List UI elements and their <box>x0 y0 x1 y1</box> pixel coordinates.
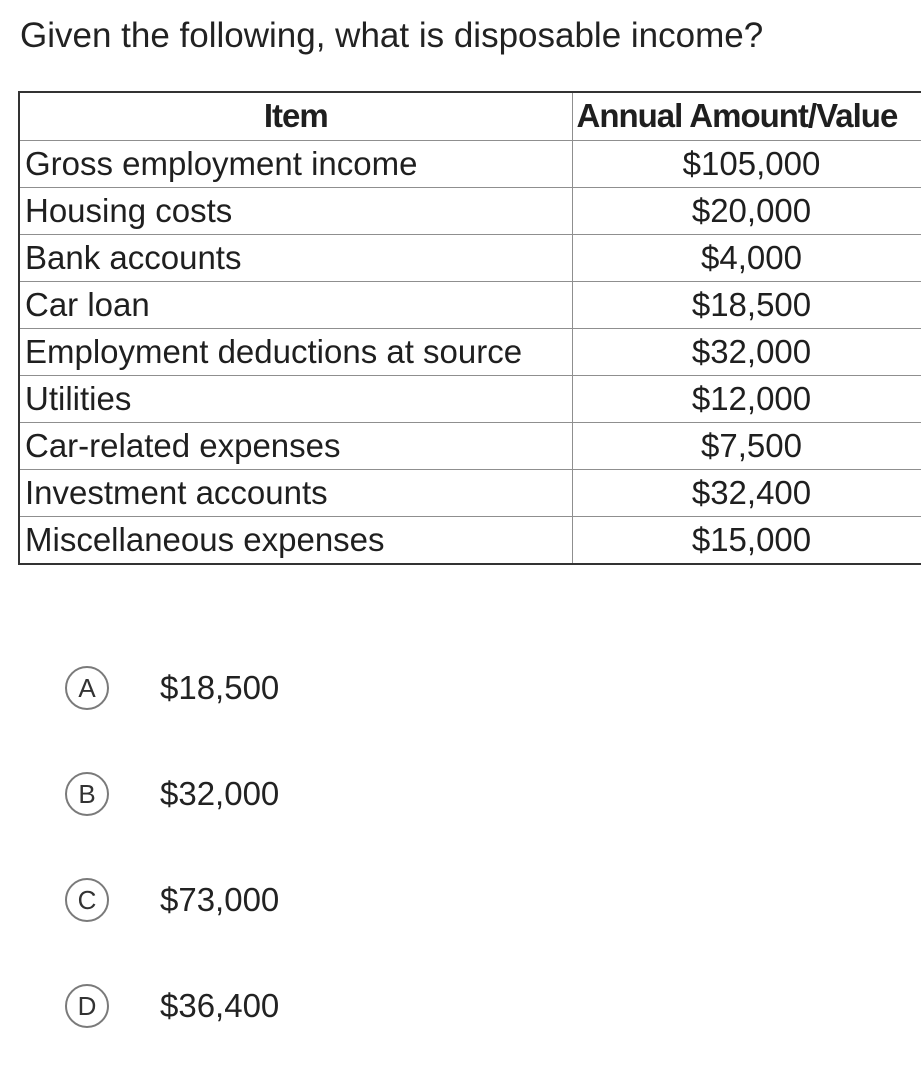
column-header-item: Item <box>19 92 572 140</box>
option-b-letter-badge[interactable]: B <box>65 772 109 816</box>
row-amount-value: $32,000 <box>573 329 921 375</box>
row-item: Car loan <box>19 281 572 328</box>
table-row <box>19 469 921 516</box>
row-amount <box>572 328 921 375</box>
table-row <box>19 234 921 281</box>
option-d-text[interactable]: $36,400 <box>160 987 279 1025</box>
option-a[interactable] <box>65 664 279 712</box>
row-amount <box>572 281 921 328</box>
row-amount <box>572 375 921 422</box>
row-amount-value: $32,400 <box>573 470 921 516</box>
table-row <box>19 328 921 375</box>
option-c-text[interactable]: $73,000 <box>160 881 279 919</box>
option-c[interactable] <box>65 876 279 924</box>
option-d-letter-badge[interactable]: D <box>65 984 109 1028</box>
row-amount <box>572 469 921 516</box>
row-item: Miscellaneous expenses <box>19 516 572 564</box>
row-amount-value: $7,500 <box>573 423 921 469</box>
row-amount-value: $20,000 <box>573 188 921 234</box>
row-item: Utilities <box>19 375 572 422</box>
option-a-text[interactable]: $18,500 <box>160 669 279 707</box>
row-item: Employment deductions at source <box>19 328 572 375</box>
table-row <box>19 422 921 469</box>
table-row <box>19 375 921 422</box>
row-item: Bank accounts <box>19 234 572 281</box>
row-amount <box>572 422 921 469</box>
row-amount-value: $18,500 <box>573 282 921 328</box>
column-header-amount: Annual Amount/Value <box>572 92 921 140</box>
table-header-row <box>19 92 921 140</box>
answer-options <box>65 664 279 1088</box>
row-item: Car-related expenses <box>19 422 572 469</box>
row-amount-value: $4,000 <box>573 235 921 281</box>
option-b-text[interactable]: $32,000 <box>160 775 279 813</box>
row-item: Gross employment income <box>19 140 572 187</box>
row-amount <box>572 516 921 564</box>
income-table <box>18 91 921 565</box>
option-a-letter-badge[interactable]: A <box>65 666 109 710</box>
table-row <box>19 516 921 564</box>
row-item: Housing costs <box>19 187 572 234</box>
option-b[interactable] <box>65 770 279 818</box>
option-d[interactable] <box>65 982 279 1030</box>
row-amount <box>572 140 921 187</box>
income-table-container <box>18 91 921 573</box>
option-c-letter-badge[interactable]: C <box>65 878 109 922</box>
question-text: Given the following, what is disposable income? <box>20 14 763 58</box>
row-amount-value: $15,000 <box>573 517 921 563</box>
table-row <box>19 140 921 187</box>
table-row <box>19 187 921 234</box>
table-row <box>19 281 921 328</box>
row-amount-value: $105,000 <box>573 141 921 187</box>
row-amount <box>572 187 921 234</box>
row-amount-value: $12,000 <box>573 376 921 422</box>
row-amount <box>572 234 921 281</box>
row-item: Investment accounts <box>19 469 572 516</box>
